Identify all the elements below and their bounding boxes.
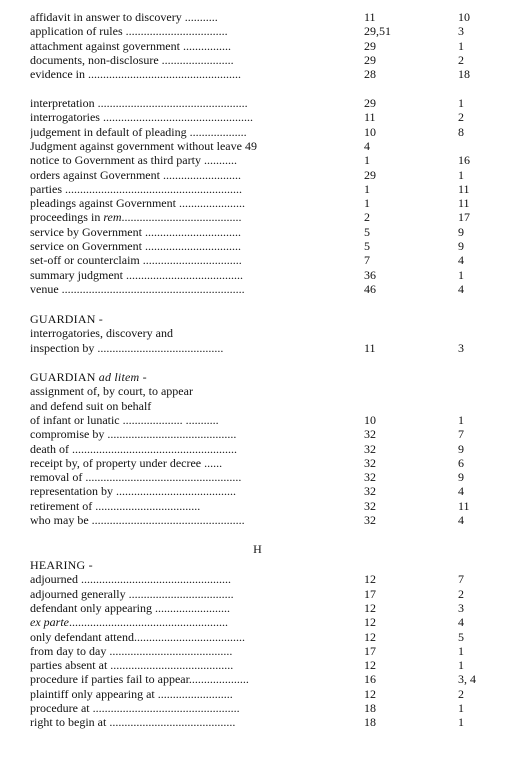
entry-label: set-off or counterclaim ................................. <box>30 253 242 268</box>
order-reference: 7 <box>364 253 370 268</box>
entry-leader: ..................................................... <box>68 615 228 630</box>
index-entry-text <box>30 39 360 53</box>
rule-reference: 1 <box>458 267 464 282</box>
entry-label: receipt by, of property under decree ...... <box>30 455 223 470</box>
section-heading <box>30 312 103 326</box>
order-reference: 32 <box>364 498 376 513</box>
order-reference: 28 <box>364 67 376 82</box>
entry-label: defendant only appearing ......................... <box>30 600 230 615</box>
entry-italic-term: rem <box>103 210 122 225</box>
index-entry-row <box>0 39 515 53</box>
entry-label: adjourned generally ................................... <box>30 586 234 601</box>
rule-reference: 5 <box>458 629 464 644</box>
index-entry-row <box>0 153 515 167</box>
index-entry-text <box>30 196 360 210</box>
rule-reference: 2 <box>458 586 464 601</box>
rule-reference: 11 <box>458 181 470 196</box>
index-entry-row <box>0 644 515 658</box>
section-heading-row <box>0 558 515 572</box>
index-entry-text <box>30 715 360 729</box>
entry-label: interpretation .................................................. <box>30 96 248 110</box>
index-entry-row <box>0 615 515 629</box>
index-entry-text <box>30 96 360 110</box>
order-reference: 12 <box>364 658 376 673</box>
index-entry-row <box>0 239 515 253</box>
letter-heading-text: H <box>253 542 262 556</box>
order-reference: 4 <box>364 138 370 153</box>
rule-reference: 10 <box>458 10 470 24</box>
order-reference: 12 <box>364 572 376 587</box>
order-reference: 46 <box>364 281 376 296</box>
entry-label: interrogatories .................................................. <box>30 110 253 125</box>
index-entry-text <box>30 701 360 715</box>
index-entry-text <box>30 225 360 239</box>
order-reference: 11 <box>364 10 376 24</box>
index-entry-row <box>0 499 515 513</box>
index-entry-text <box>30 456 360 470</box>
index-entry-row <box>0 225 515 239</box>
index-entry-row <box>0 484 515 498</box>
index-entry-row <box>0 24 515 38</box>
order-reference: 12 <box>364 615 376 630</box>
entry-label: parties absent at ......................................... <box>30 658 234 673</box>
entry-label: procedure if parties fail to appear.................... <box>30 672 249 687</box>
entry-label: compromise by ........................................... <box>30 427 237 442</box>
rule-reference: 9 <box>458 239 464 253</box>
index-entry-row <box>0 687 515 701</box>
entry-label: notice to Government as third party ........... <box>30 153 237 168</box>
order-reference: 10 <box>364 412 376 427</box>
entry-label: procedure at ................................................. <box>30 701 240 715</box>
rule-reference: 11 <box>458 196 470 211</box>
index-entry-row <box>0 601 515 615</box>
index-entry-text <box>30 67 360 81</box>
index-entry-text <box>30 168 360 182</box>
entry-label: removal of .................................................... <box>30 470 242 485</box>
index-entry-text <box>30 139 360 153</box>
order-reference: 12 <box>364 686 376 701</box>
entry-label: documents, non-disclosure ........................ <box>30 52 234 67</box>
order-reference: 17 <box>364 643 376 658</box>
entry-label: affidavit in answer to discovery ........... <box>30 10 218 24</box>
index-entry-row <box>0 470 515 484</box>
order-reference: 18 <box>364 701 376 715</box>
index-entry-row <box>0 125 515 139</box>
index-entry-text <box>30 125 360 139</box>
entry-label: proceedings in <box>30 210 104 225</box>
order-reference: 5 <box>364 239 370 253</box>
rule-reference: 7 <box>458 427 464 442</box>
rule-reference: 9 <box>458 224 464 239</box>
index-entry-text <box>30 644 360 658</box>
index-entry-text <box>30 413 360 427</box>
entry-label: and defend suit on behalf <box>30 398 152 413</box>
order-reference: 1 <box>364 181 370 196</box>
index-entry-text <box>30 513 360 527</box>
index-entry-text <box>30 687 360 701</box>
index-entry-text <box>30 24 360 38</box>
order-reference: 12 <box>364 629 376 644</box>
index-entry-text <box>30 239 360 253</box>
entry-label: death of ....................................................... <box>30 441 237 456</box>
section-heading-text: HEARING - <box>30 558 93 572</box>
rule-reference: 4 <box>458 615 464 630</box>
index-entry-row <box>0 53 515 67</box>
index-entry-text <box>30 182 360 196</box>
entry-label: adjourned .................................................. <box>30 572 231 587</box>
index-entry-row <box>0 413 515 427</box>
index-entry-row <box>0 282 515 296</box>
index-entry-text <box>30 210 360 224</box>
index-entry-text <box>30 484 360 498</box>
section-heading-row <box>0 312 515 326</box>
entry-label: Judgment against government without leave 49 <box>30 138 257 153</box>
order-reference: 32 <box>364 427 376 442</box>
index-entry-row <box>0 10 515 24</box>
order-reference: 32 <box>364 484 376 499</box>
order-reference: 5 <box>364 224 370 239</box>
index-entry-row <box>0 442 515 456</box>
rule-reference: 9 <box>458 470 464 485</box>
rule-reference: 1 <box>458 412 464 427</box>
entry-label: parties ........................................................... <box>30 181 242 196</box>
index-entry-row <box>0 96 515 110</box>
order-reference: 36 <box>364 267 376 282</box>
entry-label: plaintiff only appearing at ......................... <box>30 686 233 701</box>
entry-label: retirement of ................................... <box>30 498 201 513</box>
order-reference: 11 <box>364 340 376 355</box>
entry-label: pleadings against Government ...................... <box>30 196 245 211</box>
rule-reference: 1 <box>458 658 464 673</box>
entry-label: judgement in default of pleading ................... <box>30 124 247 139</box>
index-entry-text <box>30 282 360 296</box>
index-entry-text <box>30 601 360 615</box>
index-entry-row <box>0 513 515 527</box>
index-entry-text <box>30 341 360 355</box>
order-reference: 17 <box>364 586 376 601</box>
rule-reference: 2 <box>458 110 464 125</box>
index-entry-text <box>30 268 360 282</box>
rule-reference: 2 <box>458 52 464 67</box>
order-reference: 29 <box>364 38 376 53</box>
order-reference: 1 <box>364 153 370 168</box>
rule-reference: 1 <box>458 715 464 730</box>
order-reference: 32 <box>364 455 376 470</box>
order-reference: 29 <box>364 167 376 182</box>
rule-reference: 16 <box>458 153 470 168</box>
order-reference: 16 <box>364 672 376 687</box>
entry-label: who may be ................................................... <box>30 513 245 527</box>
index-entry-text <box>30 399 360 413</box>
rule-reference: 3 <box>458 24 464 39</box>
index-entry-text <box>30 442 360 456</box>
section-heading-tail: - <box>139 370 147 384</box>
index-entry-text <box>30 499 360 513</box>
entry-italic-term: ex parte <box>30 615 69 630</box>
index-entry-text <box>30 384 360 398</box>
entry-label: interrogatories, discovery and <box>30 326 173 341</box>
index-entry-row <box>0 658 515 672</box>
order-reference: 29 <box>364 52 376 67</box>
entry-label: venue ............................................................. <box>30 281 245 296</box>
entry-label: representation by ........................................ <box>30 484 236 499</box>
rule-reference: 7 <box>458 572 464 587</box>
entry-label: attachment against government ................ <box>30 38 231 53</box>
entry-label: evidence in ................................................... <box>30 67 241 82</box>
index-entry-row <box>0 630 515 644</box>
index-entry-row <box>0 456 515 470</box>
section-heading-text: GUARDIAN <box>30 370 99 384</box>
index-entry-row <box>0 67 515 81</box>
rule-reference: 3 <box>458 340 464 355</box>
order-reference: 10 <box>364 124 376 139</box>
order-reference: 32 <box>364 513 376 527</box>
rule-reference: 4 <box>458 484 464 499</box>
index-entry-text <box>30 427 360 441</box>
index-entry-text <box>30 615 360 629</box>
order-reference: 32 <box>364 470 376 485</box>
entry-leader: ........................................ <box>121 210 242 225</box>
index-entry-row <box>0 572 515 586</box>
entry-label: orders against Government .......................... <box>30 167 241 182</box>
index-entry-row <box>0 587 515 601</box>
index-entry-text <box>30 153 360 167</box>
rule-reference: 18 <box>458 67 470 82</box>
index-entry-row <box>0 196 515 210</box>
index-entry-row <box>0 182 515 196</box>
index-entry-text <box>30 110 360 124</box>
order-reference: 32 <box>364 441 376 456</box>
index-entry-row <box>0 399 515 413</box>
rule-reference: 6 <box>458 455 464 470</box>
index-entry-row <box>0 715 515 729</box>
index-entry-row <box>0 110 515 124</box>
order-reference: 29 <box>364 96 376 110</box>
index-entry-text <box>30 326 360 340</box>
index-entry-row <box>0 427 515 441</box>
alphabet-letter-heading <box>0 542 515 556</box>
index-entry-row <box>0 210 515 224</box>
entry-label: service by Government ................................ <box>30 224 241 239</box>
rule-reference: 1 <box>458 38 464 53</box>
rule-reference: 4 <box>458 513 464 527</box>
index-entry-row <box>0 384 515 398</box>
index-entry-row <box>0 326 515 340</box>
rule-reference: 17 <box>458 210 470 225</box>
rule-reference: 1 <box>458 96 464 110</box>
entry-label: summary judgment ....................................... <box>30 267 243 282</box>
rule-reference: 1 <box>458 643 464 658</box>
section-heading <box>30 370 147 384</box>
order-reference: 1 <box>364 196 370 211</box>
order-reference: 18 <box>364 715 376 730</box>
rule-reference: 4 <box>458 253 464 268</box>
index-entry-row <box>0 341 515 355</box>
rule-reference: 3 <box>458 600 464 615</box>
rule-reference: 9 <box>458 441 464 456</box>
rule-reference: 3, 4 <box>458 672 476 687</box>
index-entry-text <box>30 253 360 267</box>
order-reference: 2 <box>364 210 370 225</box>
section-heading <box>30 558 93 572</box>
entry-label: only defendant attend..................................... <box>30 629 245 644</box>
order-reference: 29,51 <box>364 24 391 39</box>
index-entry-text <box>30 10 360 24</box>
index-entry-text <box>30 53 360 67</box>
rule-reference: 11 <box>458 498 470 513</box>
entry-label: service on Government ................................ <box>30 239 241 253</box>
index-entry-text <box>30 587 360 601</box>
section-heading-text: GUARDIAN - <box>30 312 103 326</box>
entry-label: application of rules .................................. <box>30 24 228 39</box>
section-heading-row <box>0 370 515 384</box>
entry-label: assignment of, by court, to appear <box>30 384 193 399</box>
section-heading-italic: ad litem <box>98 370 140 384</box>
order-reference: 12 <box>364 600 376 615</box>
index-entry-row <box>0 168 515 182</box>
index-entry-text <box>30 470 360 484</box>
index-entry-text <box>30 658 360 672</box>
index-entry-text <box>30 672 360 686</box>
order-reference: 11 <box>364 110 376 125</box>
rule-reference: 2 <box>458 686 464 701</box>
rule-reference: 1 <box>458 167 464 182</box>
rule-reference: 4 <box>458 281 464 296</box>
entry-label: inspection by .......................................... <box>30 340 224 355</box>
index-entry-text <box>30 572 360 586</box>
index-entry-row <box>0 268 515 282</box>
entry-label: of infant or lunatic .................... ........... <box>30 412 219 427</box>
index-entry-row <box>0 701 515 715</box>
entry-label: from day to day ......................................... <box>30 643 233 658</box>
entry-label: right to begin at .......................................... <box>30 715 236 730</box>
rule-reference: 8 <box>458 124 464 139</box>
index-entry-text <box>30 630 360 644</box>
index-entry-row <box>0 253 515 267</box>
rule-reference: 1 <box>458 701 464 715</box>
index-entry-row <box>0 672 515 686</box>
index-entry-row <box>0 139 515 153</box>
